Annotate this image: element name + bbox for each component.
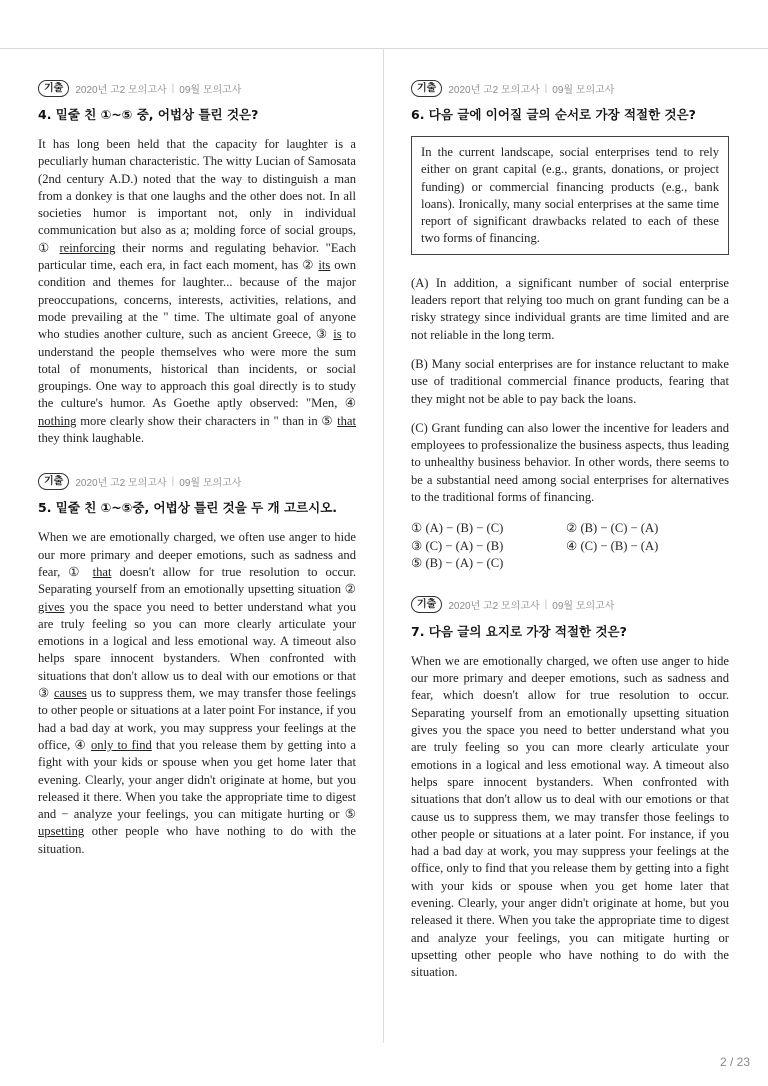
exam-year: 2020년 고2 모의고사 [448, 601, 540, 613]
meta-separator: | [544, 599, 548, 611]
choice-3: ③ (C) − (A) − (B) [411, 538, 504, 553]
option-c: (C) Grant funding can also lower the incentive for leaders and employees to professionalize the business aspects, thus leading to unhealthy business behavior. In other words, there seems to be a substantial need among social enterprises for alternatives to the traditional forms of financing. [411, 420, 729, 505]
underline-4: only to find [90, 737, 152, 752]
underline-5: that [337, 413, 356, 428]
exam-month: 09월 모의고사 [552, 84, 615, 96]
option-a: (A) In addition, a significant number of social enterprise leaders report that relying too much on grant funding can be a risky strategy since individual grants are time limited and are not reliable in the long term. [411, 275, 729, 342]
choice-4: ④ (C) − (B) − (A) [566, 538, 659, 553]
question-4 [38, 78, 356, 447]
underline-1: reinforcing [59, 240, 116, 255]
past-exam-badge: 기출 [38, 473, 69, 490]
past-exam-badge: 기출 [38, 80, 69, 97]
given-passage-box [411, 136, 729, 255]
column-divider [383, 49, 384, 1043]
question-6-meta [411, 78, 729, 98]
choice-2: ② (B) − (C) − (A) [566, 521, 659, 536]
question-4-meta [38, 78, 356, 98]
question-4-passage: It has long been held that the capacity for laughter is a peculiarly human characteristic. The witty Lucian of Samosata (2nd century A.D.) noted that the way to distinguish a man from a donkey is that one laughs and the other does not. In all societies humor is important not, only in individual communication but also as a; molding force of social groups, ① reinforcing their norms and regulating behavior. "Each particular time, each era, in fact each moment, has ② its own condition and themes for laughter... because of the major preoccupations, concerns, interests, activities, relations, and mode prevailing at the " time. The ultimate goal of anyone who studies another culture, such as ancient Greece, ③ is to understand the people themselves who were more the sum total of monuments, historical than incidents, or social groupings. One way to approach this goal directly is to study the culture's humor. As Goethe aptly observed: "Men, ④ nothing more clearly show their characters in " than in ⑤ that they think laughable. [38, 137, 356, 446]
underline-5: upsetting [38, 824, 85, 839]
question-5-title: 5. 밑줄 친 ①~⑤중, 어법상 틀린 것을 두 개 고르시오. [38, 500, 338, 516]
given-passage: In the current landscape, social enterprises tend to rely either on grant capital (e.g., grants, donations, or project funding) or commercial financing products (e.g., bank loans). Ironically, many social enterprises at the same time report of significant drawbacks related to each of these two forms of financing. [421, 145, 719, 246]
exam-month: 09월 모의고사 [179, 84, 242, 96]
underline-1: that [92, 564, 112, 579]
meta-separator: | [544, 82, 548, 94]
meta-separator: | [171, 475, 175, 487]
underline-2: its [318, 258, 331, 273]
question-7-meta [411, 595, 729, 615]
left-column [38, 78, 356, 858]
underline-3: causes [53, 686, 87, 701]
underline-2: gives [38, 599, 65, 614]
question-7 [411, 595, 729, 982]
right-column [411, 78, 729, 981]
choice-5: ⑤ (B) − (A) − (C) [411, 556, 504, 571]
answer-choices [411, 520, 729, 573]
past-exam-badge: 기출 [411, 596, 442, 613]
question-5 [38, 471, 356, 858]
underline-4: nothing [38, 413, 77, 428]
question-7-title: 7. 다음 글의 요지로 가장 적절한 것은? [411, 623, 627, 639]
page-number: 2 / 23 [719, 1055, 750, 1069]
exam-month: 09월 모의고사 [552, 601, 615, 613]
option-b: (B) Many social enterprises are for instance reluctant to make use of traditional commercial finance products, fearing that they might not be able to pay back the loans. [411, 356, 729, 406]
exam-year: 2020년 고2 모의고사 [75, 477, 167, 489]
exam-month: 09월 모의고사 [179, 477, 242, 489]
question-6-title: 6. 다음 글에 이어질 글의 순서로 가장 적절한 것은? [411, 107, 696, 122]
exam-year: 2020년 고2 모의고사 [448, 84, 540, 96]
question-7-passage: When we are emotionally charged, we often use anger to hide our more primary and deeper emotions, such as sadness and fear, which doesn't allow for true resolution to occur. Separating yourself from an emotionally upsetting situation gives you the space you need to better understand what you are truly feeling so you can more clearly articulate your emotions in a logical and less emotional way. A timeout also helps spare innocent bystanders. When confronted with situations that don't allow us to deal with our emotions or that cause us to suppress them, we may transfer those feelings to other people or situations at a later point. For instance, if you had a bad day at work, you may suppress your feelings at the office, only to find that you release them by getting into a fight with your kids or spouse when you get home later that evening. Clearly, your anger didn't originate at home, but you released it there. When you take the appropriate time to digest and analyze your feelings, you can mitigate hurting or upsetting other people who have nothing to do with the situation. [411, 653, 729, 980]
choice-1: ① (A) − (B) − (C) [411, 521, 504, 536]
question-6 [411, 78, 729, 573]
question-5-meta [38, 471, 356, 491]
underline-3: is [333, 327, 342, 342]
header-rule [0, 48, 768, 49]
question-4-title: 4. 밑줄 친 ①~⑤ 중, 어법상 틀린 것은? [38, 107, 259, 122]
meta-separator: | [171, 82, 175, 94]
question-5-passage: When we are emotionally charged, we often use anger to hide our more primary and deeper emotions, such as sadness and fear, ① that doesn't allow for true resolution to occur. Separating yourself from an emotionally upsetting situation ② gives you the space you need to better understand what you are truly feeling so you can more clearly articulate your emotions in a logical and less emotional way. A timeout also helps spare innocent bystanders. When confronted with situations that don't allow us to deal with our emotions or that ③ causes us to suppress them, we may transfer those feelings to other people or situations at a later point For instance, if you had a bad day at work, you may suppress your feelings at the office, ④ only to find that you release them by getting into a fight with your kids or spouse when you get home later that evening. Clearly, your anger didn't originate at home, but you released it there. When you take the appropriate time to digest and − analyze your feelings, you can mitigate hurting or ⑤ upsetting other people who have nothing to do with the situation. [38, 530, 356, 856]
exam-year: 2020년 고2 모의고사 [75, 84, 167, 96]
past-exam-badge: 기출 [411, 80, 442, 97]
